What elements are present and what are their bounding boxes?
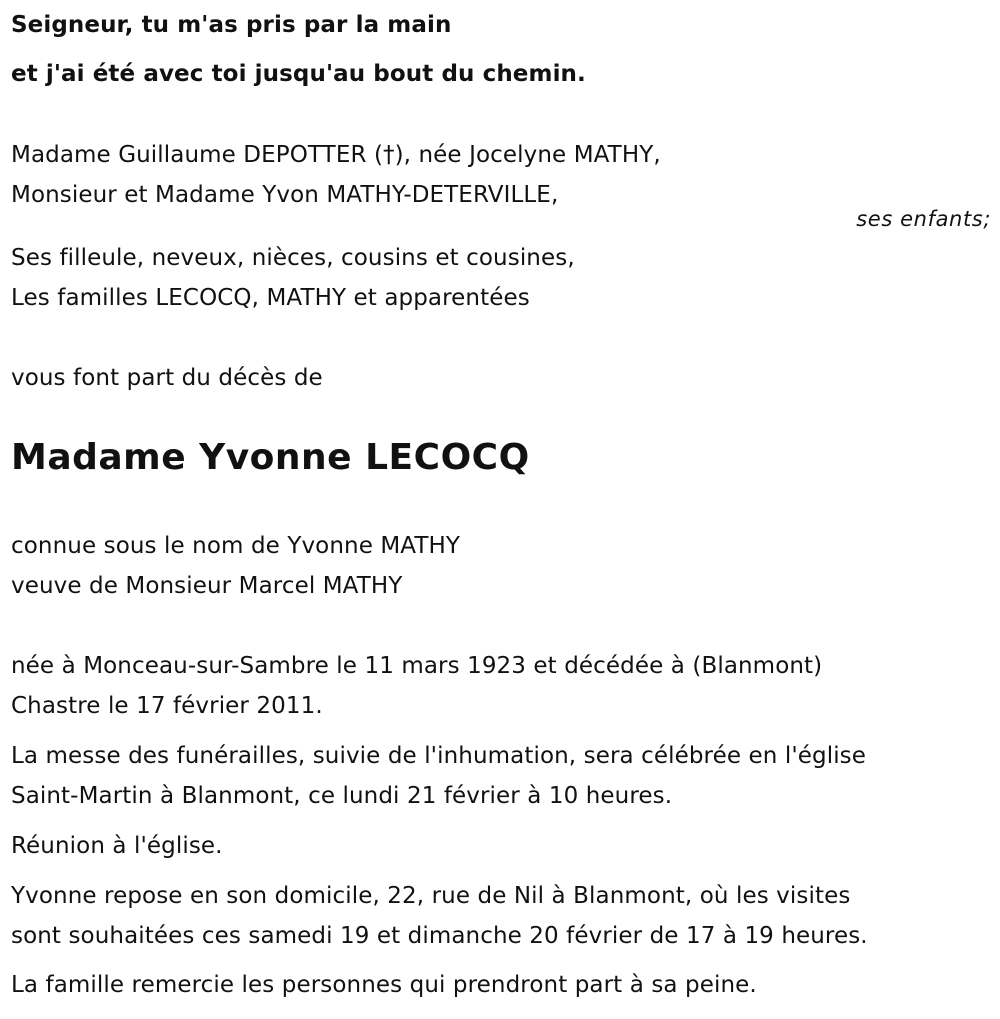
- children-line-2: Monsieur et Madame Yvon MATHY-DETERVILLE,: [11, 182, 559, 208]
- children-line-1: Madame Guillaume DEPOTTER (†), née Jocelyne MATHY,: [11, 142, 661, 168]
- meeting-text: Réunion à l'église.: [11, 833, 223, 859]
- relatives-line-2: Les familles LECOCQ, MATHY et apparentées: [11, 285, 530, 311]
- deceased-name: Madame Yvonne LECOCQ: [11, 437, 530, 478]
- visitation-line-2: sont souhaitées ces samedi 19 et dimanche 20 février de 17 à 19 heures.: [11, 923, 868, 949]
- verse-line-2: et j'ai été avec toi jusqu'au bout du chemin.: [11, 61, 586, 87]
- announcement-text: vous font part du décès de: [11, 365, 323, 391]
- visitation-line-1: Yvonne repose en son domicile, 22, rue de Nil à Blanmont, où les visites: [11, 883, 851, 909]
- relatives-line-1: Ses filleule, neveux, nièces, cousins et cousines,: [11, 245, 575, 271]
- funeral-mass-line-2: Saint-Martin à Blanmont, ce lundi 21 février à 10 heures.: [11, 783, 673, 809]
- thanks-text: La famille remercie les personnes qui prendront part à sa peine.: [11, 972, 757, 998]
- funeral-mass-line-1: La messe des funérailles, suivie de l'inhumation, sera célébrée en l'église: [11, 743, 867, 769]
- birth-death-line-1: née à Monceau-sur-Sambre le 11 mars 1923 et décédée à (Blanmont): [11, 653, 823, 679]
- deceased-aka: connue sous le nom de Yvonne MATHY: [11, 533, 461, 559]
- deceased-widow: veuve de Monsieur Marcel MATHY: [11, 573, 403, 599]
- children-note: ses enfants;: [856, 207, 991, 231]
- birth-death-line-2: Chastre le 17 février 2011.: [11, 693, 323, 719]
- verse-line-1: Seigneur, tu m'as pris par la main: [11, 12, 452, 38]
